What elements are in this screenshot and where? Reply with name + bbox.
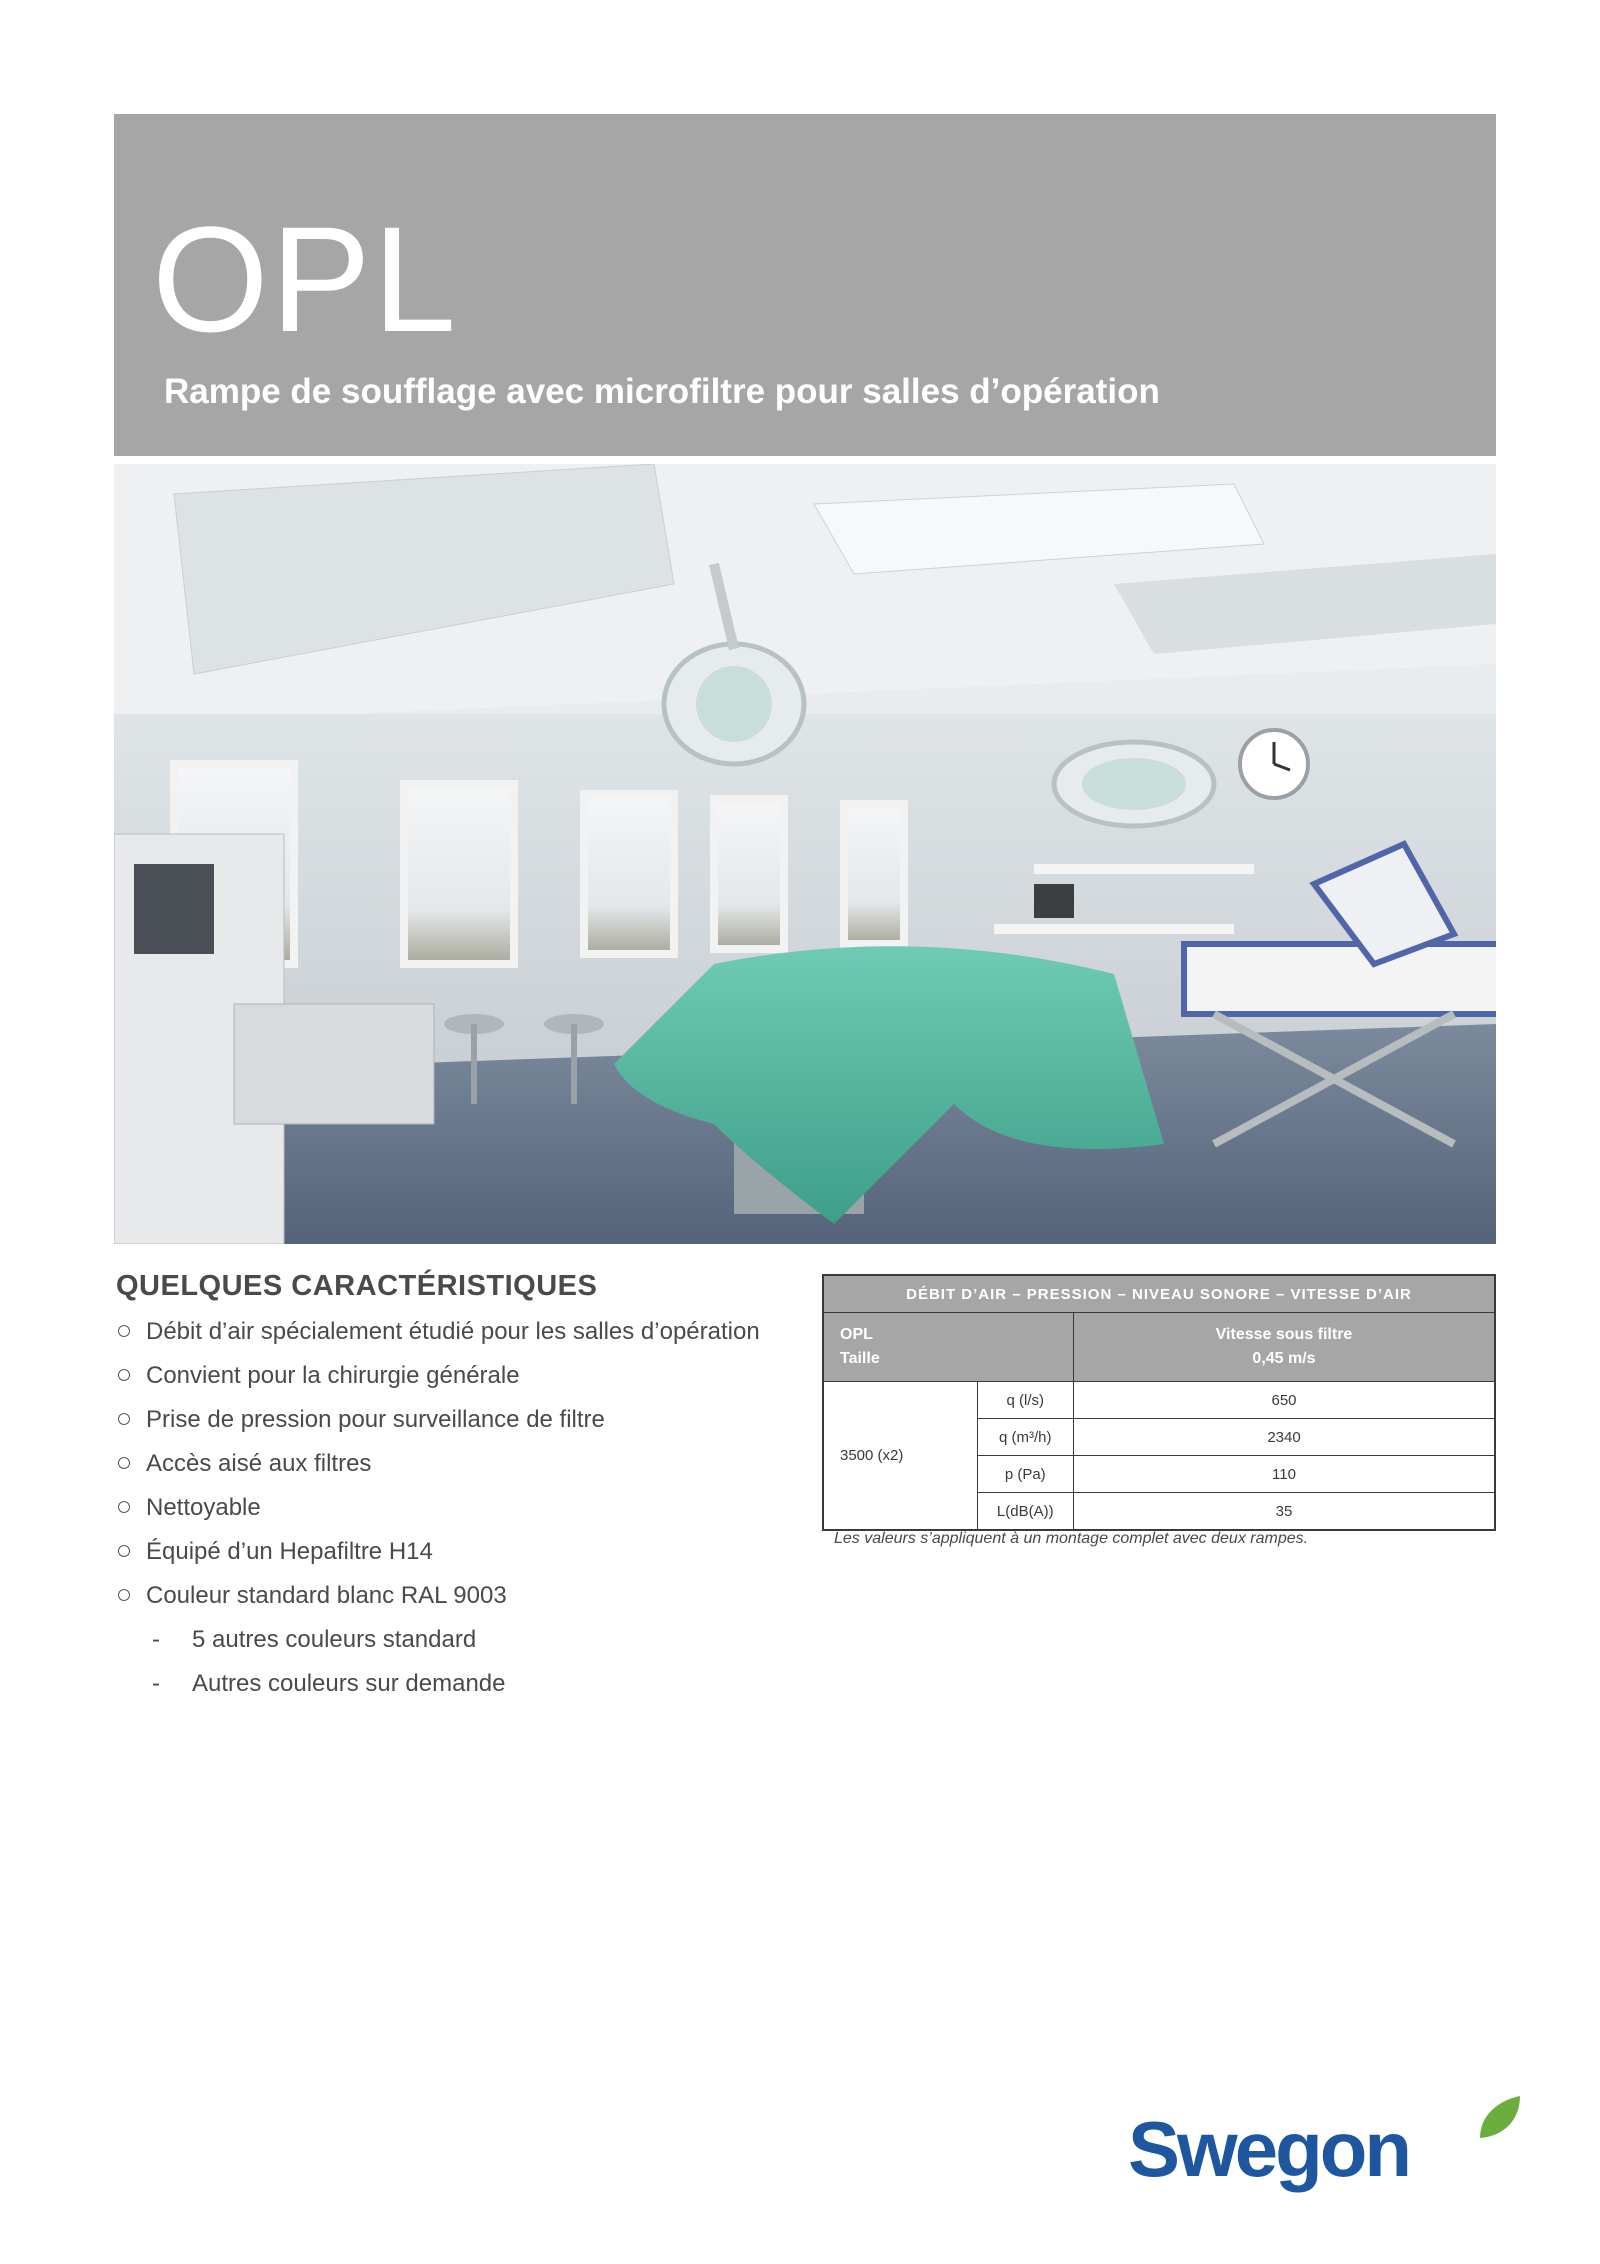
- swegon-logo: [1128, 2092, 1528, 2202]
- features-list: [116, 1310, 816, 1706]
- spec-size-cell: 3500 (x2): [823, 1382, 977, 1531]
- product-subtitle: Rampe de soufflage avec microfiltre pour salles d’opération: [164, 372, 1160, 411]
- spec-param-cell: q (l/s): [977, 1382, 1073, 1419]
- circle-bullet-icon: [118, 1589, 130, 1601]
- spec-col-velocity-header: Vitesse sous filtre 0,45 m/s: [1074, 1313, 1496, 1382]
- spec-param-cell: L(dB(A)): [977, 1493, 1073, 1531]
- circle-bullet-icon: [118, 1369, 130, 1381]
- circle-bullet-icon: [118, 1413, 130, 1425]
- list-item: Prise de pression pour surveillance de filtre: [116, 1398, 816, 1442]
- spec-param-cell: q (m³/h): [977, 1419, 1073, 1456]
- title-banner: [114, 114, 1496, 456]
- spec-value-cell: 650: [1074, 1382, 1496, 1419]
- svg-text:Swegon: Swegon: [1128, 2105, 1410, 2193]
- list-item: Convient pour la chirurgie générale: [116, 1354, 816, 1398]
- operating-room-photo: [114, 464, 1496, 1244]
- spec-table-header: DÉBIT D’AIR – PRESSION – NIVEAU SONORE – VITESSE D’AIR: [823, 1275, 1495, 1313]
- circle-bullet-icon: [118, 1545, 130, 1557]
- spec-table: [822, 1274, 1496, 1531]
- list-item: Couleur standard blanc RAL 9003: [116, 1574, 816, 1618]
- list-item: Accès aisé aux filtres: [116, 1442, 816, 1486]
- circle-bullet-icon: [118, 1325, 130, 1337]
- sub-list-item: - 5 autres couleurs standard: [152, 1626, 477, 1653]
- spec-col-size-header: OPL Taille: [823, 1313, 1074, 1382]
- circle-bullet-icon: [118, 1457, 130, 1469]
- circle-bullet-icon: [118, 1501, 130, 1513]
- list-item: Nettoyable: [116, 1486, 816, 1530]
- table-row: [823, 1382, 1495, 1419]
- spec-value-cell: 2340: [1074, 1419, 1496, 1456]
- list-item: Équipé d’un Hepafiltre H14: [116, 1530, 816, 1574]
- list-item: Débit d’air spécialement étudié pour les salles d’opération: [116, 1310, 816, 1354]
- spec-value-cell: 110: [1074, 1456, 1496, 1493]
- product-title: OPL: [152, 195, 459, 363]
- spec-param-cell: p (Pa): [977, 1456, 1073, 1493]
- sub-list-item: - Autres couleurs sur demande: [152, 1670, 506, 1697]
- spec-value-cell: 35: [1074, 1493, 1496, 1531]
- spec-table-note: Les valeurs s’appliquent à un montage complet avec deux rampes.: [834, 1530, 1309, 1547]
- features-heading: QUELQUES CARACTÉRISTIQUES: [116, 1270, 598, 1302]
